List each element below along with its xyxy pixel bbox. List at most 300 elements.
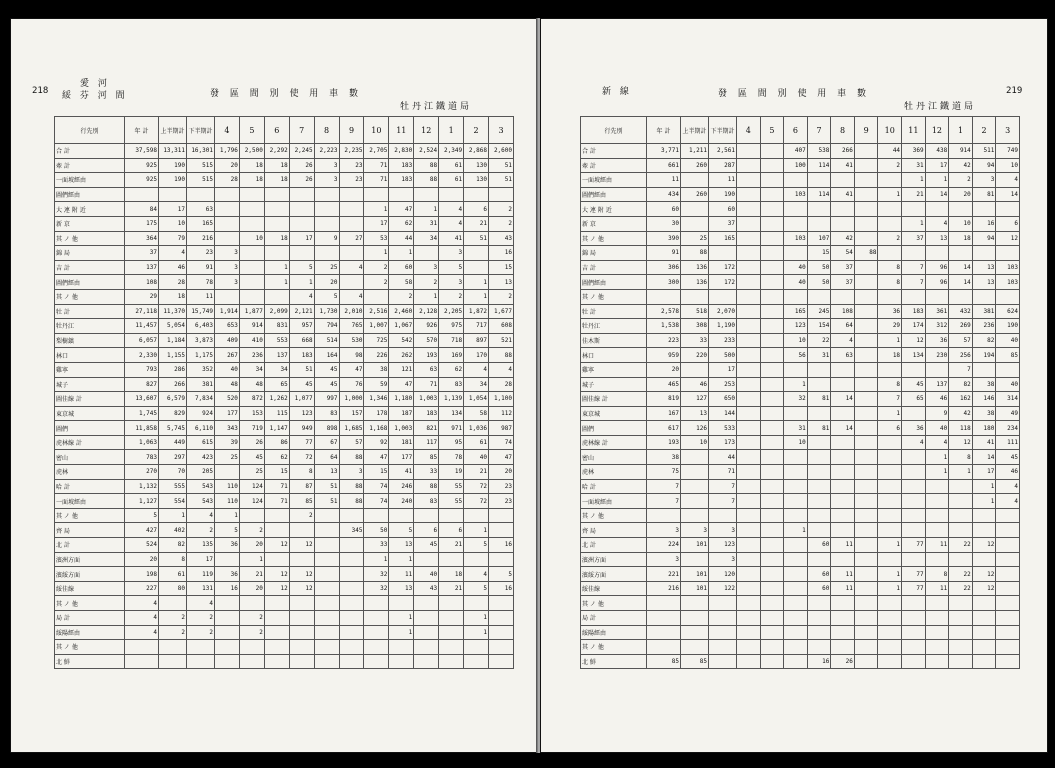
column-header: 10 [364, 117, 389, 144]
table-cell [854, 567, 878, 582]
table-cell: 1,007 [364, 319, 389, 334]
table-row [55, 435, 514, 450]
left-title: 發 區 間 別 使 用 車 數 [210, 89, 363, 99]
table-cell: 245 [807, 304, 831, 319]
table-cell: 4 [831, 333, 855, 348]
table-cell [414, 640, 439, 655]
table-cell: 45 [289, 377, 314, 392]
table-cell [389, 508, 414, 523]
table-cell: 1,054 [464, 392, 489, 407]
row-label: 其 ノ 他 [581, 289, 647, 304]
table-cell: 174 [902, 319, 926, 334]
table-cell: 135 [187, 538, 215, 553]
table-cell: 47 [339, 362, 364, 377]
table-cell: 177 [389, 450, 414, 465]
table-cell [364, 625, 389, 640]
table-cell: 61 [439, 158, 464, 173]
table-cell [854, 158, 878, 173]
row-label: 其 ノ 他 [55, 289, 125, 304]
table-cell [760, 304, 784, 319]
table-cell: 6 [996, 216, 1020, 231]
row-label: 綏佳線 [55, 581, 125, 596]
table-cell: 40 [925, 421, 949, 436]
table-cell [878, 611, 902, 626]
table-cell: 2 [878, 231, 902, 246]
table-cell: 381 [972, 304, 996, 319]
row-label: 濱綏方面 [55, 567, 125, 582]
table-cell [807, 625, 831, 640]
row-label: 牽 計 [55, 158, 125, 173]
table-row [55, 392, 514, 407]
table-cell: 51 [488, 158, 513, 173]
table-cell: 427 [125, 523, 159, 538]
table-cell [878, 173, 902, 188]
table-cell [314, 202, 339, 217]
table-cell: 4 [996, 479, 1020, 494]
table-cell [239, 246, 264, 261]
column-header: 下半期計 [187, 117, 215, 144]
table-cell [439, 611, 464, 626]
table-cell [902, 552, 926, 567]
table-row [55, 406, 514, 421]
table-cell: 107 [807, 231, 831, 246]
table-cell: 123 [784, 319, 808, 334]
table-cell [737, 596, 761, 611]
table-cell: 524 [125, 538, 159, 553]
table-cell [737, 450, 761, 465]
table-cell: 77 [902, 567, 926, 582]
table-row [581, 289, 1020, 304]
table-cell [314, 552, 339, 567]
table-cell [737, 611, 761, 626]
table-cell: 718 [439, 333, 464, 348]
table-cell: 266 [831, 144, 855, 159]
table-cell: 1,730 [314, 304, 339, 319]
table-cell [187, 640, 215, 655]
table-cell [364, 289, 389, 304]
table-cell: 94 [972, 158, 996, 173]
table-cell [414, 187, 439, 202]
table-cell: 190 [159, 158, 187, 173]
table-cell: 6,579 [159, 392, 187, 407]
table-cell [760, 289, 784, 304]
row-label: 合 計 [581, 144, 647, 159]
table-cell: 34 [264, 362, 289, 377]
table-cell: 1 [902, 173, 926, 188]
table-cell [784, 654, 808, 669]
table-cell: 1 [264, 275, 289, 290]
table-cell: 260 [681, 187, 709, 202]
table-cell [760, 611, 784, 626]
table-cell [949, 640, 973, 655]
table-cell: 256 [949, 348, 973, 363]
table-cell [314, 246, 339, 261]
table-cell [414, 552, 439, 567]
table-cell: 2,121 [289, 304, 314, 319]
table-cell [187, 187, 215, 202]
table-cell: 555 [159, 479, 187, 494]
table-cell [854, 406, 878, 421]
table-cell [737, 173, 761, 188]
table-cell: 1 [925, 173, 949, 188]
table-cell: 5 [389, 523, 414, 538]
table-cell: 11 [925, 581, 949, 596]
table-cell [314, 567, 339, 582]
table-cell [239, 187, 264, 202]
table-row [55, 319, 514, 334]
table-cell [878, 596, 902, 611]
table-cell: 17 [925, 158, 949, 173]
table-cell [854, 202, 878, 217]
table-cell [949, 202, 973, 217]
table-cell [264, 640, 289, 655]
table-cell: 2 [159, 611, 187, 626]
table-row [581, 552, 1020, 567]
table-cell [239, 202, 264, 217]
table-cell: 306 [647, 260, 681, 275]
table-cell [215, 654, 240, 669]
table-cell [831, 362, 855, 377]
column-header: 4 [737, 117, 761, 144]
table-row [55, 246, 514, 261]
table-cell: 53 [364, 231, 389, 246]
table-cell: 4 [187, 596, 215, 611]
table-cell [949, 596, 973, 611]
table-cell [854, 231, 878, 246]
table-cell: 6,110 [187, 421, 215, 436]
table-cell: 74 [364, 479, 389, 494]
table-cell: 2,205 [439, 304, 464, 319]
column-header: 上半期計 [159, 117, 187, 144]
table-cell [878, 246, 902, 261]
table-cell: 71 [264, 494, 289, 509]
table-cell [760, 421, 784, 436]
table-cell: 92 [364, 435, 389, 450]
table-cell [925, 611, 949, 626]
table-cell [807, 173, 831, 188]
table-cell [807, 406, 831, 421]
table-cell: 821 [414, 421, 439, 436]
table-cell: 749 [996, 144, 1020, 159]
table-cell [949, 523, 973, 538]
table-cell [784, 625, 808, 640]
table-cell [760, 450, 784, 465]
table-cell: 32 [364, 581, 389, 596]
row-label: 其 ノ 他 [55, 640, 125, 655]
table-cell: 16,301 [187, 144, 215, 159]
table-cell: 51 [289, 362, 314, 377]
table-cell [339, 552, 364, 567]
table-cell [647, 289, 681, 304]
table-cell: 40 [996, 377, 1020, 392]
table-cell: 533 [709, 421, 737, 436]
table-cell [239, 654, 264, 669]
table-cell: 103 [996, 260, 1020, 275]
table-cell: 115 [264, 406, 289, 421]
table-cell: 57 [949, 333, 973, 348]
row-label: 圖佳線 計 [55, 392, 125, 407]
table-cell: 33 [364, 538, 389, 553]
table-cell: 4 [925, 216, 949, 231]
row-label: 錦 局 [55, 246, 125, 261]
table-cell: 95 [439, 435, 464, 450]
table-cell: 2,235 [339, 144, 364, 159]
table-cell: 25 [215, 450, 240, 465]
table-cell [760, 187, 784, 202]
table-cell: 725 [364, 333, 389, 348]
table-row [581, 187, 1020, 202]
table-cell: 172 [709, 260, 737, 275]
table-cell: 137 [925, 377, 949, 392]
table-cell: 12 [902, 333, 926, 348]
table-cell: 75 [647, 465, 681, 480]
table-cell: 28 [488, 377, 513, 392]
table-cell: 117 [414, 435, 439, 450]
table-cell: 41 [972, 435, 996, 450]
table-row [581, 275, 1020, 290]
table-cell [737, 494, 761, 509]
table-cell: 164 [314, 348, 339, 363]
table-cell: 26 [289, 158, 314, 173]
table-cell: 1,155 [159, 348, 187, 363]
table-cell [737, 552, 761, 567]
table-cell [949, 625, 973, 640]
table-cell: 7,834 [187, 392, 215, 407]
table-cell: 91 [187, 260, 215, 275]
table-cell: 12 [972, 538, 996, 553]
table-cell: 25 [239, 465, 264, 480]
column-header: 7 [289, 117, 314, 144]
table-cell: 9 [925, 406, 949, 421]
table-cell: 103 [996, 275, 1020, 290]
table-cell: 1 [878, 538, 902, 553]
table-cell: 2,830 [389, 144, 414, 159]
table-cell: 183 [902, 304, 926, 319]
table-cell: 554 [159, 494, 187, 509]
table-cell [737, 421, 761, 436]
table-cell [972, 625, 996, 640]
table-cell [681, 596, 709, 611]
table-cell: 3 [215, 246, 240, 261]
table-cell [159, 187, 187, 202]
table-cell: 37 [831, 275, 855, 290]
table-cell [854, 187, 878, 202]
table-cell: 1,067 [389, 319, 414, 334]
table-cell: 2,223 [314, 144, 339, 159]
table-cell: 2 [187, 523, 215, 538]
table-cell: 34 [464, 377, 489, 392]
right-line-name: 新 線 [602, 87, 632, 97]
table-cell [264, 216, 289, 231]
table-cell [760, 625, 784, 640]
table-cell: 4 [125, 625, 159, 640]
row-label: 虎林線 計 [55, 435, 125, 450]
table-cell: 85 [996, 348, 1020, 363]
table-cell [737, 289, 761, 304]
table-cell: 1,003 [389, 421, 414, 436]
table-cell: 511 [972, 144, 996, 159]
column-header: 5 [239, 117, 264, 144]
row-label: 林口 [581, 348, 647, 363]
table-cell: 542 [389, 333, 414, 348]
table-cell: 81 [807, 392, 831, 407]
row-label: 哈 計 [581, 479, 647, 494]
table-cell: 2,500 [239, 144, 264, 159]
table-cell: 29 [125, 289, 159, 304]
table-cell [760, 552, 784, 567]
table-cell: 1,872 [464, 304, 489, 319]
row-label: 圖佳線 計 [581, 392, 647, 407]
table-row [55, 289, 514, 304]
table-cell: 21 [464, 465, 489, 480]
table-cell: 37 [709, 216, 737, 231]
table-cell: 11 [831, 538, 855, 553]
table-cell: 2,516 [364, 304, 389, 319]
table-cell: 287 [709, 158, 737, 173]
table-cell: 131 [187, 581, 215, 596]
left-page-number: 218 [32, 86, 49, 96]
table-cell: 5,054 [159, 319, 187, 334]
table-cell [239, 289, 264, 304]
table-row [581, 173, 1020, 188]
table-cell [760, 319, 784, 334]
table-cell [878, 479, 902, 494]
table-cell: 23 [488, 479, 513, 494]
table-cell: 47 [364, 450, 389, 465]
table-cell [709, 654, 737, 669]
table-cell: 5 [488, 567, 513, 582]
table-cell: 1 [389, 552, 414, 567]
table-cell [215, 552, 240, 567]
table-cell: 1,077 [289, 392, 314, 407]
table-cell: 14 [972, 450, 996, 465]
table-cell [878, 640, 902, 655]
table-cell [784, 450, 808, 465]
table-cell: 2,705 [364, 144, 389, 159]
table-cell [314, 538, 339, 553]
table-cell: 661 [647, 158, 681, 173]
table-cell: 78 [187, 275, 215, 290]
row-label: 新 京 [581, 216, 647, 231]
table-cell: 63 [414, 362, 439, 377]
table-cell [807, 435, 831, 450]
table-cell: 269 [949, 319, 973, 334]
table-cell [925, 362, 949, 377]
table-cell [949, 479, 973, 494]
table-cell: 10 [784, 333, 808, 348]
row-label: 錦 局 [581, 246, 647, 261]
table-cell [464, 508, 489, 523]
table-cell: 74 [364, 494, 389, 509]
table-cell: 45 [996, 450, 1020, 465]
table-cell [807, 216, 831, 231]
table-cell [831, 508, 855, 523]
table-cell [364, 508, 389, 523]
table-cell [339, 654, 364, 669]
table-cell [681, 450, 709, 465]
table-cell [996, 289, 1020, 304]
table-cell: 20 [314, 275, 339, 290]
table-cell: 13 [314, 465, 339, 480]
table-cell: 267 [215, 348, 240, 363]
table-cell: 402 [159, 523, 187, 538]
table-cell: 3 [709, 552, 737, 567]
table-cell: 819 [647, 392, 681, 407]
table-cell: 38 [972, 406, 996, 421]
table-cell: 134 [902, 348, 926, 363]
table-cell: 71 [264, 479, 289, 494]
table-cell: 13,607 [125, 392, 159, 407]
table-cell: 23 [488, 494, 513, 509]
table-cell [784, 202, 808, 217]
table-cell: 361 [925, 304, 949, 319]
row-label: 其 ノ 他 [55, 596, 125, 611]
row-label: 牡丹江 [55, 319, 125, 334]
table-cell [784, 289, 808, 304]
table-cell [339, 216, 364, 231]
table-cell: 5 [464, 538, 489, 553]
table-cell [439, 552, 464, 567]
table-cell [784, 611, 808, 626]
row-label: 一面坡經由 [581, 494, 647, 509]
table-cell [854, 392, 878, 407]
table-cell [972, 289, 996, 304]
table-cell: 765 [339, 319, 364, 334]
table-cell [949, 611, 973, 626]
table-cell [925, 479, 949, 494]
row-label: 一面坡經由 [581, 173, 647, 188]
table-cell: 58 [464, 406, 489, 421]
table-cell: 783 [125, 450, 159, 465]
table-cell [760, 640, 784, 655]
table-cell [784, 552, 808, 567]
table-cell: 190 [159, 173, 187, 188]
table-row [581, 611, 1020, 626]
table-cell [878, 625, 902, 640]
table-cell: 1 [159, 508, 187, 523]
table-cell [807, 289, 831, 304]
table-cell: 146 [972, 392, 996, 407]
table-cell: 236 [972, 319, 996, 334]
table-cell [760, 275, 784, 290]
table-cell: 34 [414, 231, 439, 246]
table-cell: 1 [414, 289, 439, 304]
table-cell: 13,311 [159, 144, 187, 159]
table-cell [972, 508, 996, 523]
table-row [581, 450, 1020, 465]
table-cell: 62 [264, 450, 289, 465]
table-cell [389, 654, 414, 669]
table-cell: 18 [264, 173, 289, 188]
table-cell: 21 [239, 567, 264, 582]
table-cell: 84 [125, 202, 159, 217]
table-cell: 110 [215, 494, 240, 509]
table-cell: 13 [681, 406, 709, 421]
table-cell: 9 [314, 231, 339, 246]
row-label: 北 鮮 [581, 654, 647, 669]
table-cell: 11 [925, 538, 949, 553]
table-cell: 45 [414, 538, 439, 553]
table-cell [339, 187, 364, 202]
table-cell: 40 [996, 333, 1020, 348]
table-cell [807, 596, 831, 611]
table-row [55, 523, 514, 538]
table-cell: 4 [289, 289, 314, 304]
table-row [55, 202, 514, 217]
table-cell [831, 435, 855, 450]
table-cell: 12 [289, 538, 314, 553]
table-cell: 71 [414, 377, 439, 392]
